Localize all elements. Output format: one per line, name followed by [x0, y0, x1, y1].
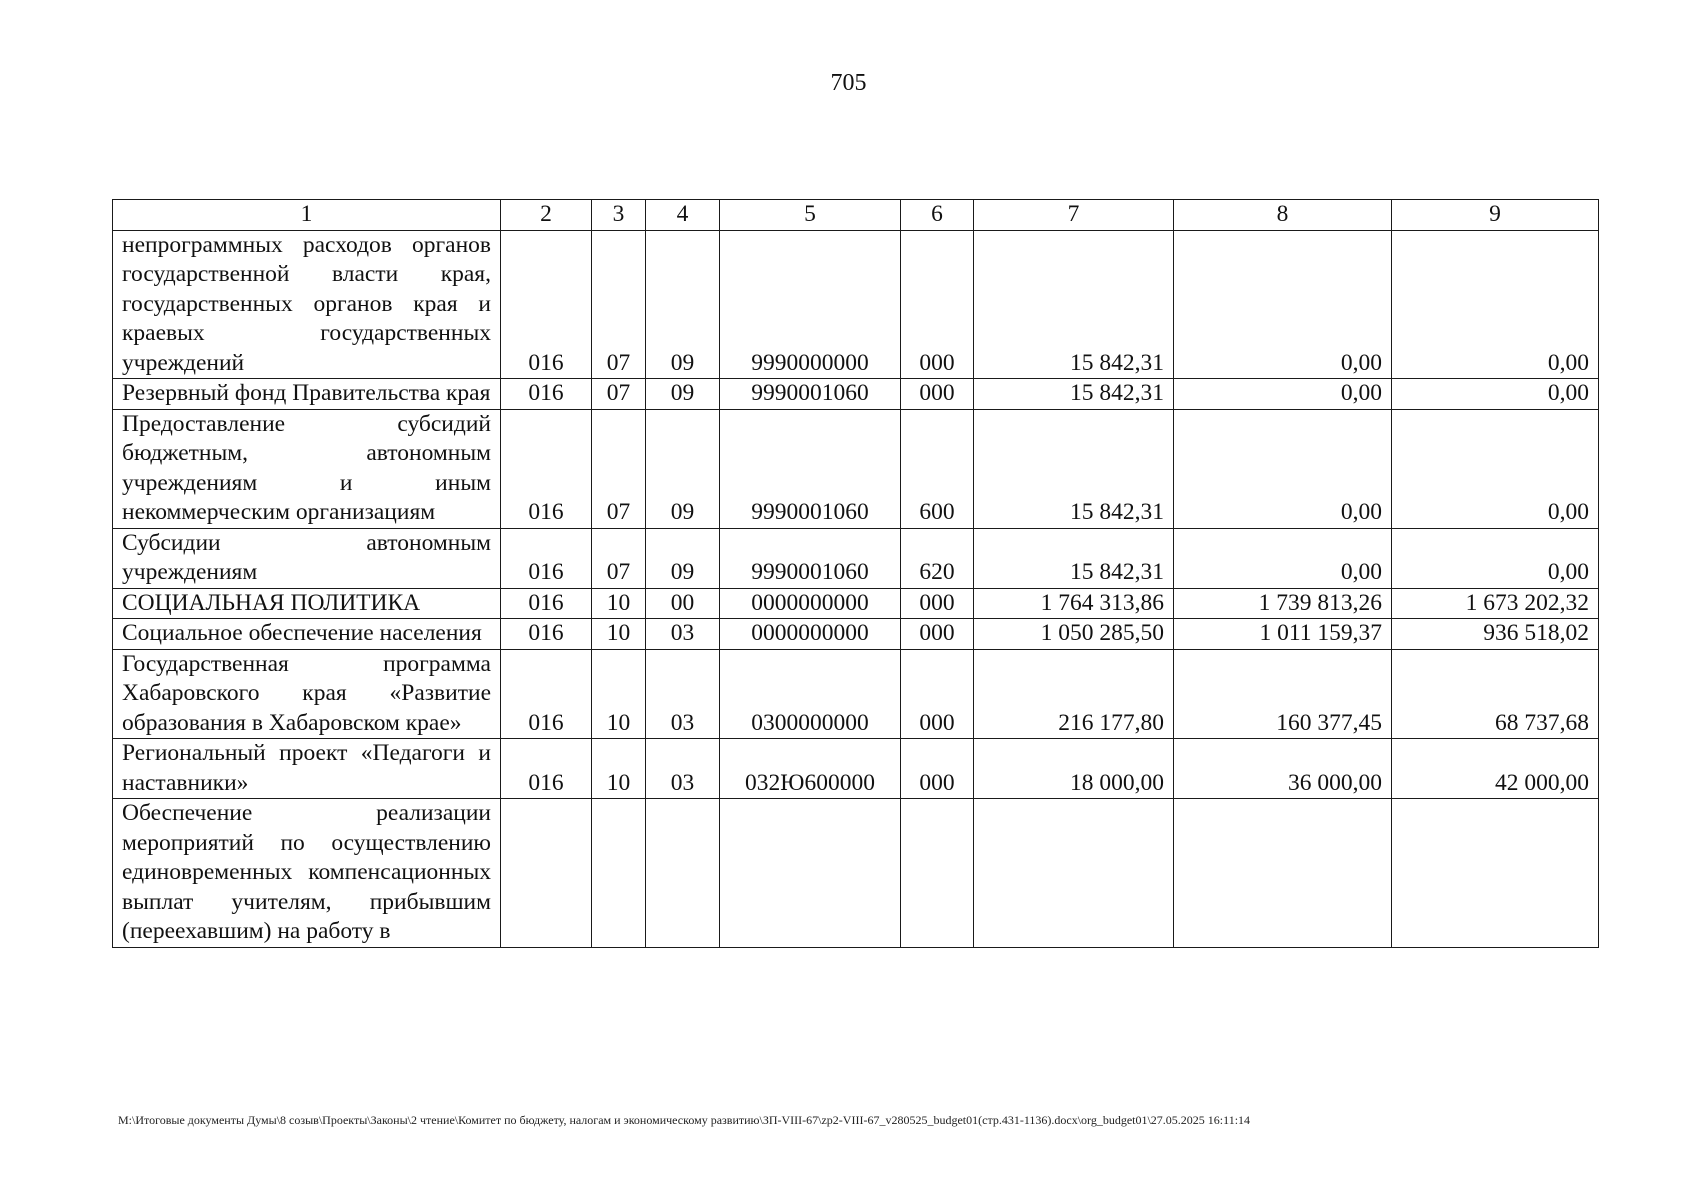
amount-col-7: 15 842,31	[974, 409, 1174, 528]
amount-col-7	[974, 799, 1174, 948]
target-article-code: 0000000000	[720, 619, 901, 650]
row-name: непрограммных расходов органов государственной власти края, государственных органов края и краевых государственных учреждений	[113, 230, 501, 379]
table-row	[113, 619, 1599, 650]
table-row	[113, 739, 1599, 799]
subsection-code: 03	[646, 619, 720, 650]
amount-col-9: 1 673 202,32	[1392, 588, 1599, 619]
table-row	[113, 588, 1599, 619]
row-name: Предоставление субсидий бюджетным, автономным учреждениям и иным некоммерческим организациям	[113, 409, 501, 528]
ministry-code: 016	[501, 649, 592, 739]
amount-col-7: 15 842,31	[974, 230, 1174, 379]
column-header-1: 1	[113, 200, 501, 231]
subsection-code: 09	[646, 528, 720, 588]
amount-col-9: 42 000,00	[1392, 739, 1599, 799]
target-article-code: 9990001060	[720, 409, 901, 528]
table-row	[113, 799, 1599, 948]
ministry-code	[501, 799, 592, 948]
row-name: Региональный проект «Педагоги и наставники»	[113, 739, 501, 799]
amount-col-9: 936 518,02	[1392, 619, 1599, 650]
amount-col-7: 1 764 313,86	[974, 588, 1174, 619]
page-number: 705	[830, 70, 867, 96]
expense-type-code: 000	[901, 649, 974, 739]
target-article-code: 0300000000	[720, 649, 901, 739]
target-article-code: 032Ю600000	[720, 739, 901, 799]
column-header-4: 4	[646, 200, 720, 231]
section-code: 07	[592, 230, 646, 379]
amount-col-9: 0,00	[1392, 230, 1599, 379]
table-row	[113, 230, 1599, 379]
expense-type-code: 000	[901, 739, 974, 799]
column-header-3: 3	[592, 200, 646, 231]
section-code: 10	[592, 739, 646, 799]
section-code: 10	[592, 588, 646, 619]
target-article-code: 9990001060	[720, 379, 901, 410]
subsection-code: 09	[646, 230, 720, 379]
subsection-code: 00	[646, 588, 720, 619]
expense-type-code: 000	[901, 588, 974, 619]
file-path-footer: M:\Итоговые документы Думы\8 созыв\Проекты\Законы\2 чтение\Комитет по бюджету, налогам и экономическому развитию\ЗП-VIII-67\zp2-VIII-67_v280525_budget01(стр.431-1136).docx\org_budget01\27.05.2025 16:11:14	[118, 1113, 1251, 1127]
amount-col-9	[1392, 799, 1599, 948]
table-row	[113, 528, 1599, 588]
section-code: 07	[592, 528, 646, 588]
amount-col-7: 15 842,31	[974, 379, 1174, 410]
column-header-7: 7	[974, 200, 1174, 231]
expense-type-code: 620	[901, 528, 974, 588]
column-header-5: 5	[720, 200, 901, 231]
amount-col-8: 160 377,45	[1174, 649, 1392, 739]
amount-col-8: 0,00	[1174, 409, 1392, 528]
amount-col-8	[1174, 799, 1392, 948]
subsection-code	[646, 799, 720, 948]
section-code: 10	[592, 649, 646, 739]
amount-col-7: 15 842,31	[974, 528, 1174, 588]
section-code: 07	[592, 379, 646, 410]
amount-col-9: 0,00	[1392, 409, 1599, 528]
row-name: Субсидии автономным учреждениям	[113, 528, 501, 588]
column-header-2: 2	[501, 200, 592, 231]
subsection-code: 03	[646, 649, 720, 739]
ministry-code: 016	[501, 230, 592, 379]
row-name: Государственная программа Хабаровского края «Развитие образования в Хабаровском крае»	[113, 649, 501, 739]
table-row	[113, 409, 1599, 528]
row-name: СОЦИАЛЬНАЯ ПОЛИТИКА	[113, 588, 501, 619]
amount-col-8: 1 739 813,26	[1174, 588, 1392, 619]
target-article-code: 0000000000	[720, 588, 901, 619]
ministry-code: 016	[501, 379, 592, 410]
amount-col-9: 68 737,68	[1392, 649, 1599, 739]
ministry-code: 016	[501, 739, 592, 799]
ministry-code: 016	[501, 619, 592, 650]
section-code	[592, 799, 646, 948]
section-code: 10	[592, 619, 646, 650]
expense-type-code: 600	[901, 409, 974, 528]
amount-col-8: 0,00	[1174, 230, 1392, 379]
amount-col-8: 0,00	[1174, 379, 1392, 410]
column-header-8: 8	[1174, 200, 1392, 231]
column-header-9: 9	[1392, 200, 1599, 231]
amount-col-9: 0,00	[1392, 528, 1599, 588]
amount-col-8: 36 000,00	[1174, 739, 1392, 799]
subsection-code: 09	[646, 379, 720, 410]
subsection-code: 03	[646, 739, 720, 799]
budget-table	[112, 199, 1599, 948]
ministry-code: 016	[501, 588, 592, 619]
amount-col-7: 1 050 285,50	[974, 619, 1174, 650]
row-name: Социальное обеспечение населения	[113, 619, 501, 650]
target-article-code	[720, 799, 901, 948]
amount-col-8: 0,00	[1174, 528, 1392, 588]
ministry-code: 016	[501, 528, 592, 588]
section-code: 07	[592, 409, 646, 528]
expense-type-code	[901, 799, 974, 948]
target-article-code: 9990001060	[720, 528, 901, 588]
expense-type-code: 000	[901, 619, 974, 650]
ministry-code: 016	[501, 409, 592, 528]
header-row	[113, 200, 1599, 231]
row-name: Резервный фонд Правительства края	[113, 379, 501, 410]
column-header-6: 6	[901, 200, 974, 231]
table-row	[113, 379, 1599, 410]
amount-col-7: 18 000,00	[974, 739, 1174, 799]
subsection-code: 09	[646, 409, 720, 528]
amount-col-9: 0,00	[1392, 379, 1599, 410]
row-name: Обеспечение реализации мероприятий по осуществлению единовременных компенсационных выплат учителям, прибывшим (переехавшим) на работу в	[113, 799, 501, 948]
expense-type-code: 000	[901, 379, 974, 410]
target-article-code: 9990000000	[720, 230, 901, 379]
amount-col-8: 1 011 159,37	[1174, 619, 1392, 650]
expense-type-code: 000	[901, 230, 974, 379]
table-row	[113, 649, 1599, 739]
amount-col-7: 216 177,80	[974, 649, 1174, 739]
